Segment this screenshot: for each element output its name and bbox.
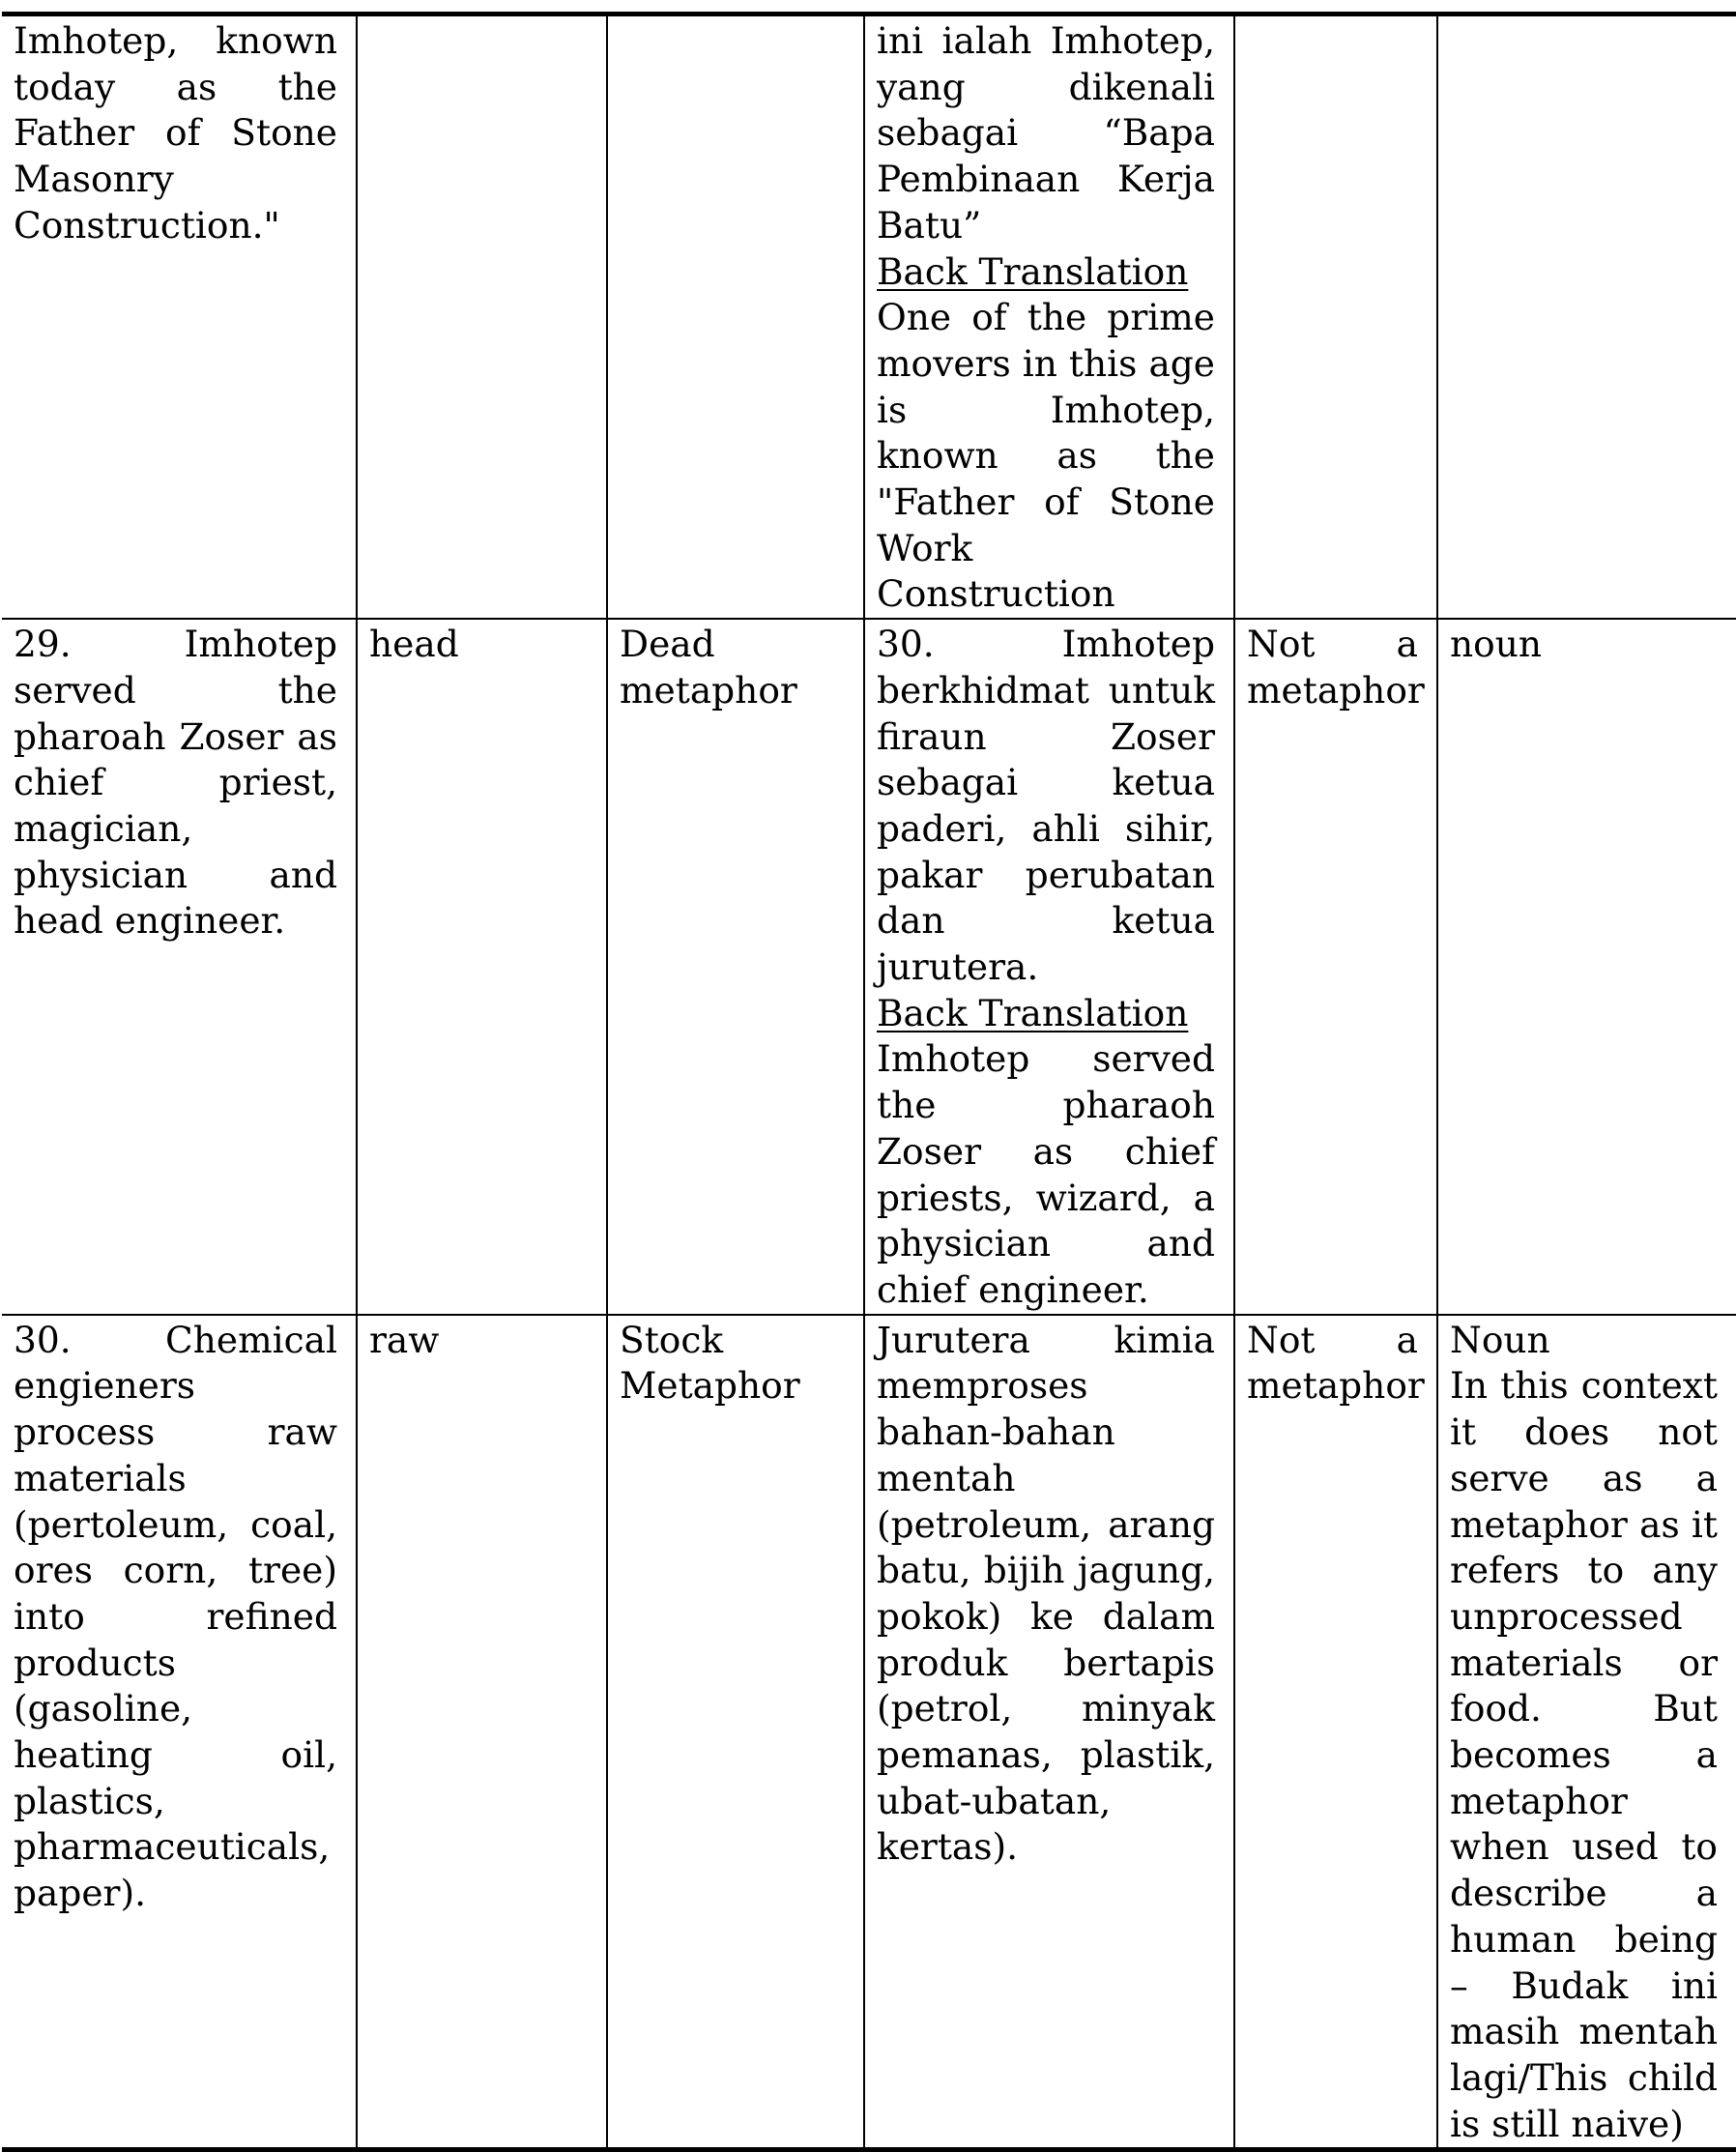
metaphor-category: Dead metaphor (620, 623, 797, 712)
metaphor-word-cell (357, 619, 607, 1315)
table-row (2, 1315, 1736, 2150)
back-translation-label: Back Translation (877, 249, 1189, 293)
target-category: Not a metaphor (1247, 1318, 1425, 1408)
notes-title: Noun (1450, 1318, 1550, 1361)
translation-cell (864, 619, 1234, 1315)
metaphor-category-cell (607, 15, 864, 620)
translation-cell (864, 15, 1234, 620)
translation-text: 30. Imhotep berkhidmat untuk firaun Zoser sebagai ketua paderi, ahli sihir, pakar perubatan dan ketua jurutera. (877, 623, 1215, 989)
notes-text: noun (1450, 623, 1543, 666)
translation-cell (864, 1315, 1234, 2150)
metaphor-category-cell (607, 1315, 864, 2150)
source-text-cell (2, 619, 357, 1315)
metaphor-category: Stock Metaphor (620, 1318, 800, 1408)
notes-text: In this context it does not serve as a metaphor as it refers to any unprocessed materials or food. But becomes a metaphor when used to describe a human being – Budak ini masih mentah lagi/This child is still naive) (1450, 1364, 1718, 2145)
notes-cell (1437, 15, 1736, 620)
target-category-cell (1234, 1315, 1437, 2150)
source-text: 29. Imhotep served the pharoah Zoser as chief priest, magician, physician and head engineer. (14, 623, 337, 943)
metaphor-analysis-table (2, 12, 1736, 2152)
source-text: 30. Chemical engieners process raw materials (pertoleum, coal, ores corn, tree) into refined products (gasoline, heating oil, plastics, pharmaceuticals, paper). (14, 1318, 337, 1915)
metaphor-word: head (369, 623, 459, 666)
target-category-cell (1234, 619, 1437, 1315)
table-row (2, 619, 1736, 1315)
metaphor-word-cell (357, 15, 607, 620)
translation-text: ini ialah Imhotep, yang dikenali sebagai “Bapa Pembinaan Kerja Batu” (877, 19, 1215, 247)
source-text-cell (2, 1315, 357, 2150)
metaphor-category-cell (607, 619, 864, 1315)
notes-cell (1437, 1315, 1736, 2150)
source-text: Imhotep, known today as the Father of Stone Masonry Construction." (14, 19, 337, 247)
table-row (2, 15, 1736, 620)
target-category: Not a metaphor (1247, 623, 1425, 712)
back-translation-text: One of the prime movers in this age is Imhotep, known as the "Father of Stone Work Construction (877, 296, 1215, 616)
back-translation-label: Back Translation (877, 991, 1189, 1034)
source-text-cell (2, 15, 357, 620)
target-category-cell (1234, 15, 1437, 620)
notes-cell (1437, 619, 1736, 1315)
translation-text: Jurutera kimia memproses bahan-bahan mentah (petroleum, arang batu, bijih jagung, pokok) ke dalam produk bertapis (petrol, minyak pemanas, plastik, ubat-ubatan, kertas). (877, 1318, 1215, 1869)
metaphor-word: raw (369, 1318, 440, 1361)
metaphor-word-cell (357, 1315, 607, 2150)
back-translation-text: Imhotep served the pharaoh Zoser as chief priests, wizard, a physician and chief engineer. (877, 1037, 1215, 1311)
